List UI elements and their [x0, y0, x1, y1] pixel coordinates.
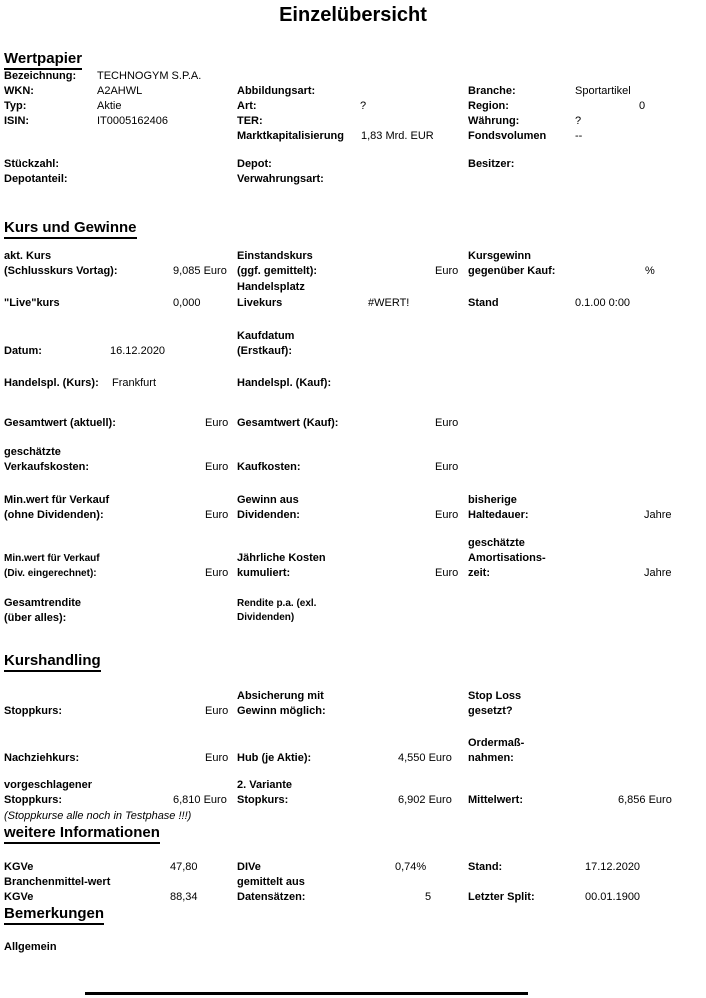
akt-kurs-label-1: akt. Kurs [4, 250, 52, 262]
kgve-label: KGVe [4, 861, 34, 873]
livekurs-value: 0,000 [173, 297, 201, 309]
mittelwert-value: 6,856 Euro [618, 794, 672, 806]
ordermassnahmen-label-2: nahmen: [468, 752, 514, 764]
rendite-pa-label-1: Rendite p.a. (exl. [237, 598, 317, 609]
waehrung-label: Währung: [468, 115, 520, 127]
stand2-label: Stand: [468, 861, 503, 873]
stueckzahl-label: Stückzahl: [4, 158, 60, 170]
amortisation-unit: Jahre [644, 567, 672, 579]
section-heading-kurs-und-gewinne: Kurs und Gewinne [4, 219, 137, 239]
branchen-label-1: Branchenmittel-wert [4, 876, 111, 888]
letzter-split-label: Letzter Split: [468, 891, 535, 903]
minwert-div-label-2: (Div. eingerechnet): [4, 568, 97, 579]
ter-label: TER: [237, 115, 263, 127]
depotanteil-label: Depotanteil: [4, 173, 68, 185]
gewinn-div-unit: Euro [435, 509, 459, 521]
kaufdatum-label-2: (Erstkauf): [237, 345, 293, 357]
gesamtwert-aktuell-unit: Euro [205, 417, 229, 429]
allgemein-label: Allgemein [4, 941, 57, 953]
gewinn-div-label-2: Dividenden: [237, 509, 300, 521]
bezeichnung-label: Bezeichnung: [4, 70, 77, 82]
page-title: Einzelübersicht [279, 4, 427, 26]
jaehrl-kosten-unit: Euro [435, 567, 459, 579]
branche-label: Branche: [468, 85, 516, 97]
livekurs-label: "Live"kurs [4, 297, 60, 309]
ordermassnahmen-label-1: Ordermaß- [468, 737, 525, 749]
amortisation-label-1: geschätzte [468, 537, 525, 549]
nachziehkurs-label: Nachziehkurs: [4, 752, 80, 764]
region-label: Region: [468, 100, 509, 112]
gesamtrendite-label-1: Gesamtrendite [4, 597, 82, 609]
marktkapitalisierung-value: 1,83 Mrd. EUR [361, 130, 434, 142]
stoppkurs-unit: Euro [205, 705, 229, 717]
stoploss-label-2: gesetzt? [468, 705, 513, 717]
branchen-value: 88,34 [170, 891, 198, 903]
bottom-rule [85, 992, 528, 995]
verkaufskosten-unit: Euro [205, 461, 229, 473]
testphase-note: (Stoppkurse alle noch in Testphase !!!) [4, 810, 192, 822]
vorgeschlagener-label-2: Stoppkurs: [4, 794, 63, 806]
kaufkosten-label: Kaufkosten: [237, 461, 301, 473]
datum-value: 16.12.2020 [110, 345, 166, 357]
variante2-value: 6,902 Euro [398, 794, 452, 806]
stand-value: 0.1.00 0:00 [575, 297, 631, 309]
wkn-value: A2AHWL [97, 85, 143, 97]
verkaufskosten-label-1: geschätzte [4, 446, 61, 458]
gesamtrendite-label-2: (über alles): [4, 612, 67, 624]
kursgewinn-label-1: Kursgewinn [468, 250, 531, 262]
haltedauer-unit: Jahre [644, 509, 672, 521]
absicherung-label-1: Absicherung mit [237, 690, 324, 702]
wkn-label: WKN: [4, 85, 34, 97]
isin-label: ISIN: [4, 115, 30, 127]
gesamtwert-aktuell-label: Gesamtwert (aktuell): [4, 417, 116, 429]
livekurs2-value: #WERT! [368, 297, 410, 309]
section-heading-kurshandling: Kurshandling [4, 652, 101, 672]
stoppkurs-label: Stoppkurs: [4, 705, 63, 717]
gesamtwert-kauf-label: Gesamtwert (Kauf): [237, 417, 339, 429]
branche-value: Sportartikel [575, 85, 631, 97]
branchen-label-2: KGVe [4, 891, 34, 903]
verwahrungsart-label: Verwahrungsart: [237, 173, 324, 185]
rendite-pa-label-2: Dividenden) [237, 612, 295, 623]
region-value: 0 [639, 100, 646, 112]
isin-value: IT0005162406 [97, 115, 168, 127]
akt-kurs-value: 9,085 Euro [173, 265, 227, 277]
handelspl-kurs-value: Frankfurt [112, 377, 157, 389]
verkaufskosten-label-2: Verkaufskosten: [4, 461, 89, 473]
mittelwert-label: Mittelwert: [468, 794, 523, 806]
handelspl-kauf-label: Handelspl. (Kauf): [237, 377, 332, 389]
typ-label: Typ: [4, 100, 27, 112]
section-heading-wertpapier: Wertpapier [4, 50, 82, 70]
besitzer-label: Besitzer: [468, 158, 515, 170]
section-heading-bemerkungen: Bemerkungen [4, 905, 104, 925]
dive-value: 0,74% [395, 861, 427, 873]
gewinn-div-label-1: Gewinn aus [237, 494, 299, 506]
bezeichnung-value: TECHNOGYM S.P.A. [97, 70, 202, 82]
jaehrl-kosten-label-1: Jährliche Kosten [237, 552, 326, 564]
abbildungsart-label: Abbildungsart: [237, 85, 316, 97]
fondsvolumen-value: -- [575, 130, 583, 142]
datensaetze-label-2: Datensätzen: [237, 891, 306, 903]
einstandskurs-label-1: Einstandskurs [237, 250, 313, 262]
vorgeschlagener-label-1: vorgeschlagener [4, 779, 93, 791]
akt-kurs-label-2: (Schlusskurs Vortag): [4, 265, 118, 277]
kursgewinn-label-2: gegenüber Kauf: [468, 265, 556, 277]
art-label: Art: [237, 100, 257, 112]
typ-value: Aktie [97, 100, 122, 112]
einstandskurs-unit: Euro [435, 265, 459, 277]
amortisation-label-3: zeit: [468, 567, 490, 579]
kursgewinn-unit: % [645, 265, 655, 277]
art-value: ? [360, 100, 367, 112]
variante2-label-1: 2. Variante [237, 779, 293, 791]
kgve-value: 47,80 [170, 861, 198, 873]
livekurs2-label: Livekurs [237, 297, 283, 309]
vorgeschlagener-value: 6,810 Euro [173, 794, 227, 806]
handelsplatz-label: Handelsplatz [237, 281, 305, 293]
section-heading-weitere-informationen: weitere Informationen [4, 824, 160, 844]
hub-value: 4,550 Euro [398, 752, 452, 764]
depot-label: Depot: [237, 158, 272, 170]
letzter-split-value: 00.01.1900 [585, 891, 641, 903]
stand2-value: 17.12.2020 [585, 861, 641, 873]
stand-label: Stand [468, 297, 499, 309]
kaufdatum-label-1: Kaufdatum [237, 330, 295, 342]
einstandskurs-label-2: (ggf. gemittelt): [237, 265, 318, 277]
minwert-ohne-label-1: Min.wert für Verkauf [4, 494, 110, 506]
marktkapitalisierung-label: Marktkapitalisierung [237, 130, 344, 142]
gesamtwert-kauf-unit: Euro [435, 417, 459, 429]
nachziehkurs-unit: Euro [205, 752, 229, 764]
handelspl-kurs-label: Handelspl. (Kurs): [4, 377, 99, 389]
stoploss-label-1: Stop Loss [468, 690, 522, 702]
minwert-ohne-label-2: (ohne Dividenden): [4, 509, 104, 521]
datensaetze-value: 5 [425, 891, 432, 903]
minwert-div-label-1: Min.wert für Verkauf [4, 553, 100, 564]
waehrung-value: ? [575, 115, 582, 127]
minwert-div-unit: Euro [205, 567, 229, 579]
fondsvolumen-label: Fondsvolumen [468, 130, 547, 142]
haltedauer-label-1: bisherige [468, 494, 517, 506]
kaufkosten-unit: Euro [435, 461, 459, 473]
minwert-ohne-unit: Euro [205, 509, 229, 521]
variante2-label-2: Stopkurs: [237, 794, 289, 806]
dive-label: DIVe [237, 861, 261, 873]
absicherung-label-2: Gewinn möglich: [237, 705, 326, 717]
haltedauer-label-2: Haltedauer: [468, 509, 529, 521]
amortisation-label-2: Amortisations- [468, 552, 546, 564]
datum-label: Datum: [4, 345, 42, 357]
datensaetze-label-1: gemittelt aus [237, 876, 305, 888]
jaehrl-kosten-label-2: kumuliert: [237, 567, 291, 579]
hub-label: Hub (je Aktie): [237, 752, 312, 764]
